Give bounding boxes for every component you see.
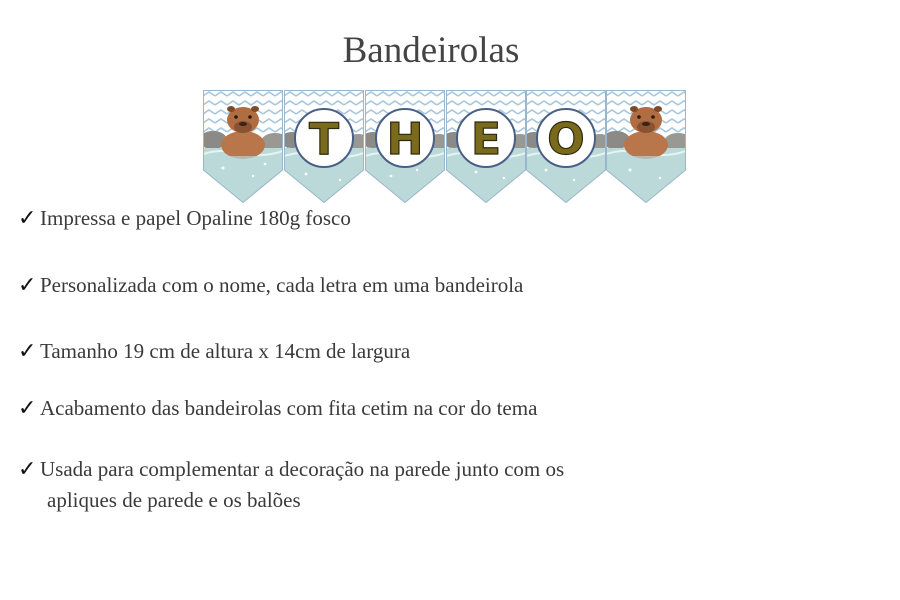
bandeirola-letter-e xyxy=(446,90,526,204)
check-icon: ✓ xyxy=(18,396,37,421)
feature-item-paper xyxy=(18,203,351,234)
check-icon: ✓ xyxy=(18,457,37,482)
check-icon: ✓ xyxy=(18,339,37,364)
bunting-banner xyxy=(203,90,687,204)
feature-item-usage xyxy=(18,454,564,515)
feature-text-continued: apliques de parede e os balões xyxy=(47,488,301,512)
feature-item-personalized xyxy=(18,270,523,301)
feature-item-finishing xyxy=(18,393,537,424)
page-title: Bandeirolas xyxy=(342,30,520,71)
letter-t: T xyxy=(308,114,340,165)
letter-e: E xyxy=(470,114,502,165)
feature-text: Acabamento das bandeirolas com fita cetim na cor do tema xyxy=(40,396,538,420)
check-icon: ✓ xyxy=(18,273,37,298)
feature-text: Impressa e papel Opaline 180g fosco xyxy=(40,206,351,230)
feature-item-size xyxy=(18,336,410,367)
bandeirola-letter-t xyxy=(284,90,364,204)
feature-text: Tamanho 19 cm de altura x 14cm de largura xyxy=(40,339,411,363)
bandeirola-letter-o xyxy=(526,90,606,204)
bandeirola-capybara-left xyxy=(203,90,283,204)
check-icon: ✓ xyxy=(18,206,37,231)
bandeirola-letter-h xyxy=(365,90,445,204)
bandeirola-capybara-right xyxy=(606,90,686,204)
feature-text: Usada para complementar a decoração na parede junto com os xyxy=(40,457,565,481)
letter-h: H xyxy=(386,114,424,165)
letter-o: O xyxy=(547,114,585,165)
feature-text: Personalizada com o nome, cada letra em uma bandeirola xyxy=(40,273,524,297)
